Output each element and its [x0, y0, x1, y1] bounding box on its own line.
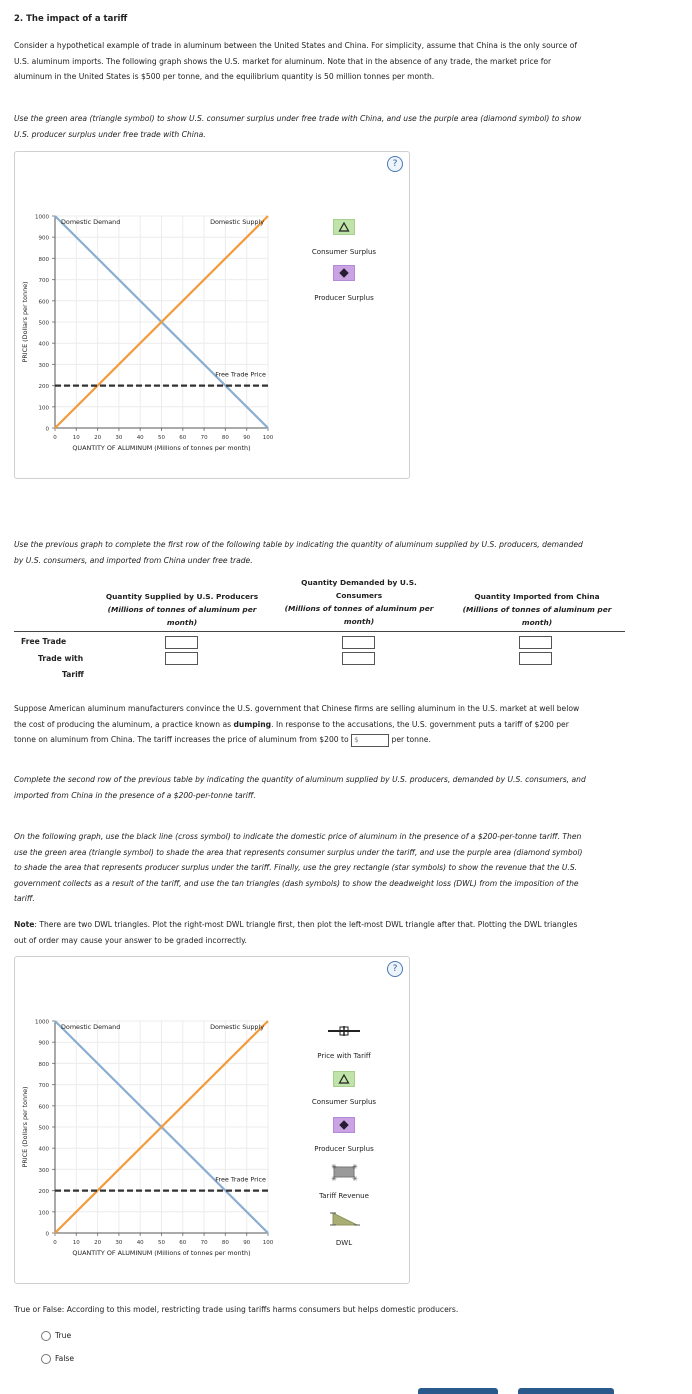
x-tick-label: 0	[53, 435, 57, 441]
x-tick-label: 100	[262, 435, 274, 441]
svg-text:✳: ✳	[331, 1163, 337, 1171]
help-icon[interactable]: ?	[387, 961, 403, 977]
legend-label: Consumer Surplus	[311, 1098, 377, 1106]
tariff-price-input[interactable]: $	[351, 734, 389, 747]
y-tick-label: 600	[38, 299, 49, 306]
diamond-icon[interactable]	[333, 265, 355, 281]
y-axis-label: PRICE (Dollars per tonne)	[21, 281, 29, 363]
x-tick-label: 10	[72, 435, 80, 441]
option-label: False	[55, 1354, 75, 1363]
x-tick-label: 70	[200, 1240, 208, 1246]
row-label-tariff: Tariff	[62, 670, 84, 679]
column-header-supplied: Quantity Supplied by U.S. Producers (Millions of tonnes of aluminum per month)	[105, 592, 259, 627]
triangle-icon[interactable]	[333, 219, 355, 235]
x-axis-label: QUANTITY OF ALUMINUM (Millions of tonnes per month)	[72, 444, 251, 452]
triangle-icon[interactable]	[333, 1071, 355, 1087]
instructions-graph2: On the following graph, use the black line (cross symbol) to indicate the domestic price of aluminum in the presence of a $200-per-tonne tariff. Then use the green area (triangle symbol) to shade the area that represents consumer surplus under the tariff, and use the purple area (diamond symbol) to shade the area that represents producer surplus under the tariff. Finally, use the grey rectangle (star symbols) to show the revenue that the U.S. government collects as a result of the tariff, and use the tan triangles (dash symbols) to show the deadweight loss (DWL) from the imposition of the tariff.	[14, 832, 583, 903]
x-tick-label: 30	[115, 1240, 123, 1246]
x-tick-label: 100	[262, 1240, 274, 1246]
x-tick-label: 80	[221, 435, 229, 441]
dwl-triangle-icon[interactable]	[327, 1210, 361, 1228]
svg-text:✳: ✳	[352, 1163, 358, 1171]
note-paragraph: Note: There are two DWL triangles. Plot the right-most DWL triangle first, then plot the left-most DWL triangle after that. Plotting the DWL triangles out of order may cause your answer to be graded incorrectly.	[14, 920, 578, 945]
grade-button[interactable]	[418, 1388, 498, 1394]
x-tick-label: 70	[200, 435, 208, 441]
y-tick-label: 0	[45, 1231, 49, 1238]
y-tick-label: 600	[38, 1104, 49, 1111]
help-icon[interactable]: ?	[387, 156, 403, 172]
instructions-table-row2: Complete the second row of the previous table by indicating the quantity of aluminum supplied by U.S. producers, demanded by U.S. consumers, and imported from China in the presence of a $200-per-tonne tariff.	[14, 775, 586, 800]
save-continue-button[interactable]	[518, 1388, 614, 1394]
row-label-trade-with: Trade with	[38, 654, 84, 663]
x-tick-label: 40	[136, 1240, 144, 1246]
column-header-imported: Quantity Imported from China (Millions of tonnes of aluminum per month)	[462, 592, 612, 627]
y-tick-label: 300	[38, 362, 49, 369]
x-tick-label: 60	[179, 1240, 187, 1246]
y-tick-label: 700	[38, 1083, 49, 1090]
tariff-demanded-input[interactable]	[342, 652, 375, 665]
x-tick-label: 80	[221, 1240, 229, 1246]
cross-icon[interactable]	[327, 1024, 361, 1038]
x-tick-label: 40	[136, 435, 144, 441]
demand-label: Domestic Demand	[61, 1023, 121, 1031]
x-tick-label: 30	[115, 435, 123, 441]
y-tick-label: 900	[38, 235, 49, 242]
free-trade-supplied-input[interactable]	[165, 636, 198, 649]
legend-label: Price with Tariff	[317, 1052, 371, 1060]
y-axis-label: PRICE (Dollars per tonne)	[21, 1086, 29, 1168]
y-tick-label: 300	[38, 1167, 49, 1174]
y-tick-label: 500	[38, 320, 49, 327]
x-tick-label: 20	[94, 1240, 102, 1246]
star-icon[interactable]	[327, 1162, 361, 1182]
column-header-demanded: Quantity Demanded by U.S. Consumers (Millions of tonnes of aluminum per month)	[284, 578, 434, 626]
svg-text:✳: ✳	[331, 1175, 337, 1182]
y-tick-label: 400	[38, 341, 49, 348]
x-axis-label: QUANTITY OF ALUMINUM (Millions of tonnes per month)	[72, 1249, 251, 1257]
y-tick-label: 800	[38, 1061, 49, 1068]
tariff-imported-input[interactable]	[519, 652, 552, 665]
legend-label: Producer Surplus	[314, 294, 374, 302]
row-label-free-trade: Free Trade	[21, 637, 67, 646]
y-tick-label: 200	[38, 384, 49, 391]
legend-label: Consumer Surplus	[311, 248, 377, 256]
x-tick-label: 50	[158, 1240, 165, 1246]
graph2-panel	[14, 956, 410, 1284]
supply-label: Domestic Supply	[210, 218, 264, 226]
option-label: True	[55, 1331, 72, 1340]
x-tick-label: 90	[243, 435, 251, 441]
x-tick-label: 60	[179, 435, 187, 441]
svg-text:✳: ✳	[352, 1175, 358, 1182]
free-trade-price-label: Free Trade Price	[215, 370, 266, 379]
free-trade-imported-input[interactable]	[519, 636, 552, 649]
legend-label: DWL	[335, 1239, 353, 1247]
x-tick-label: 90	[243, 1240, 251, 1246]
x-tick-label: 50	[158, 435, 165, 441]
question-heading: 2. The impact of a tariff	[14, 14, 128, 24]
diamond-icon[interactable]	[333, 1117, 355, 1133]
x-tick-label: 0	[53, 1240, 57, 1246]
y-tick-label: 200	[38, 1189, 49, 1196]
y-tick-label: 100	[38, 1210, 49, 1217]
y-tick-label: 800	[38, 256, 49, 263]
free-trade-demanded-input[interactable]	[342, 636, 375, 649]
radio-true[interactable]	[41, 1331, 51, 1341]
x-tick-label: 10	[72, 1240, 80, 1246]
legend-label: Tariff Revenue	[319, 1192, 369, 1200]
y-tick-label: 500	[38, 1125, 49, 1132]
x-tick-label: 20	[94, 435, 102, 441]
tariff-supplied-input[interactable]	[165, 652, 198, 665]
y-tick-label: 1000	[35, 1019, 49, 1026]
y-tick-label: 900	[38, 1040, 49, 1047]
free-trade-price-label: Free Trade Price	[215, 1175, 266, 1184]
true-false-question: True or False: According to this model, restricting trade using tariffs harms consumers but helps domestic producers.	[14, 1305, 459, 1314]
y-tick-label: 100	[38, 405, 49, 412]
supply-label: Domestic Supply	[210, 1023, 264, 1031]
table-divider	[14, 631, 625, 632]
radio-false[interactable]	[41, 1354, 51, 1364]
demand-label: Domestic Demand	[61, 218, 121, 226]
legend-label: Producer Surplus	[314, 1145, 374, 1153]
instructions-table: Use the previous graph to complete the first row of the following table by indicating the quantity of aluminum supplied by U.S. producers, demanded by U.S. consumers, and imported from China under free trade.	[14, 540, 583, 565]
y-tick-label: 700	[38, 278, 49, 285]
graph1-chart[interactable]	[15, 152, 409, 478]
y-tick-label: 400	[38, 1146, 49, 1153]
y-tick-label: 1000	[35, 214, 49, 221]
dumping-paragraph: Suppose American aluminum manufacturers convince the U.S. government that Chinese firms are selling aluminum in the U.S. market at well below the cost of producing the aluminum, a practice known as dumping. In response to the accusations, the U.S. government puts a tariff of $200 per tonne on aluminum from China. The tariff increases the price of aluminum from $200 to $ per tonne.	[14, 701, 624, 748]
intro-paragraph: Consider a hypothetical example of trade in aluminum between the United States and China. For simplicity, assume that China is the only source of U.S. aluminum imports. The following graph shows the U.S. market for aluminum. Note that in the absence of any trade, the market price for aluminum in the United States is $500 per tonne, and the equilibrium quantity is 50 million tonnes per month.	[14, 41, 578, 81]
y-tick-label: 0	[45, 426, 49, 433]
instructions-graph1: Use the green area (triangle symbol) to show U.S. consumer surplus under free trade with China, and use the purple area (diamond symbol) to show U.S. producer surplus under free trade with China.	[14, 114, 582, 139]
graph1-panel	[14, 151, 410, 479]
